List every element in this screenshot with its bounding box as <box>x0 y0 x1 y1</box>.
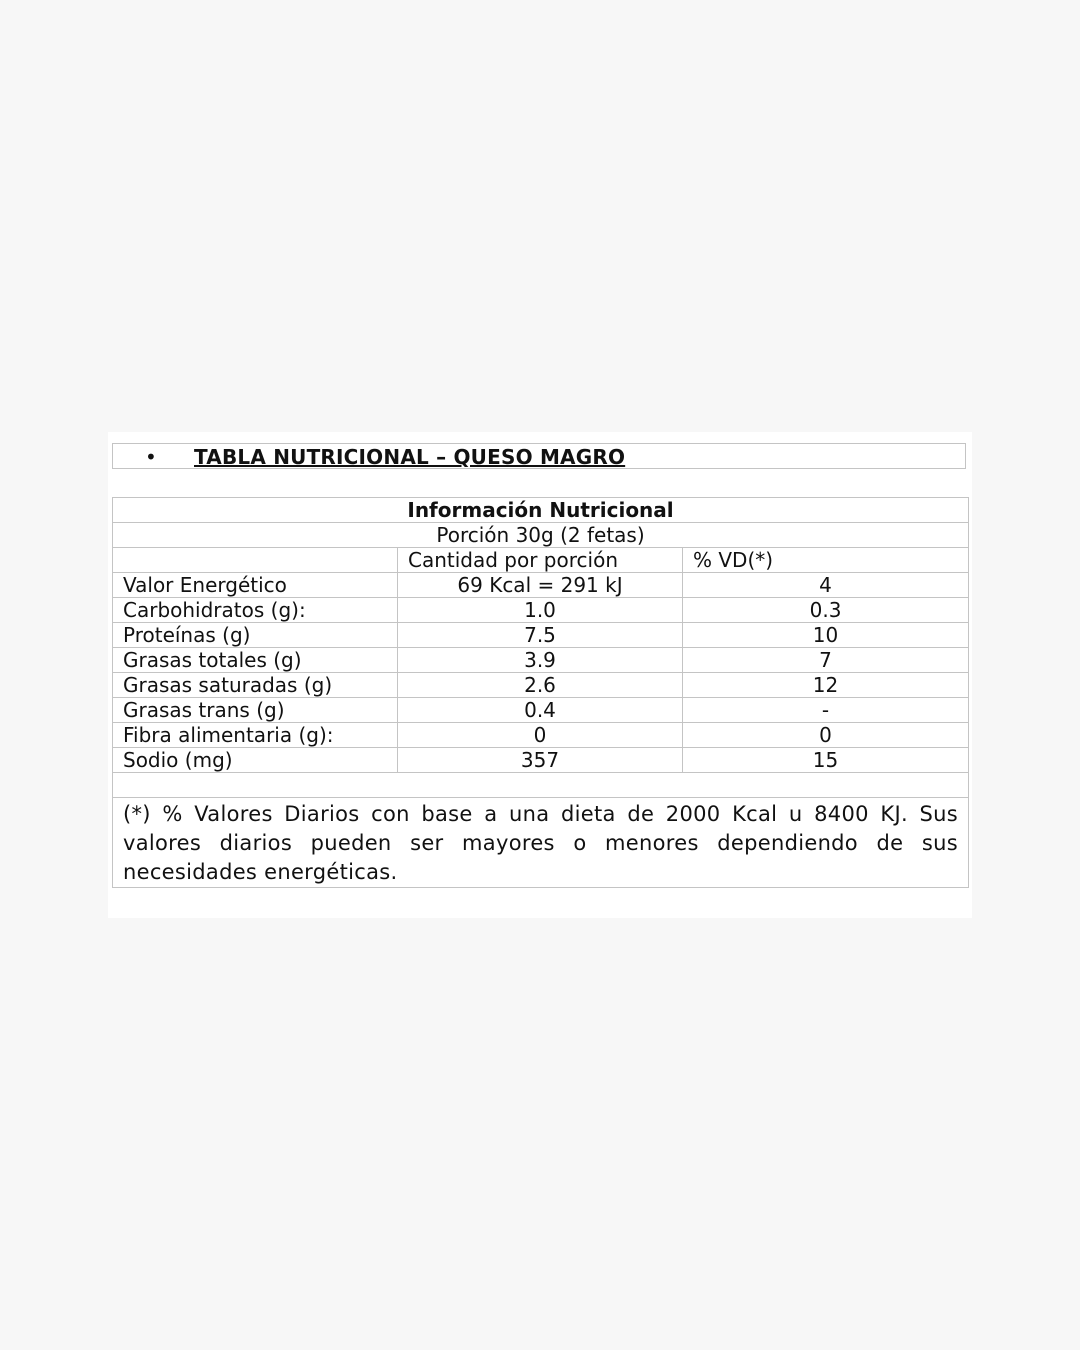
header-empty-cell <box>113 548 398 573</box>
bullet-icon: • <box>145 445 157 469</box>
heading-box <box>112 443 966 469</box>
nutrient-vd: 0 <box>683 723 969 748</box>
nutrient-vd: 10 <box>683 623 969 648</box>
nutrient-vd: 15 <box>683 748 969 773</box>
nutrient-name: Grasas totales (g) <box>113 648 398 673</box>
nutrient-name: Grasas trans (g) <box>113 698 398 723</box>
nutrient-name: Carbohidratos (g): <box>113 598 398 623</box>
nutrient-name: Valor Energético <box>113 573 398 598</box>
table-row <box>113 698 969 723</box>
nutrient-amount: 2.6 <box>398 673 683 698</box>
nutrient-name: Grasas saturadas (g) <box>113 673 398 698</box>
nutrient-name: Proteínas (g) <box>113 623 398 648</box>
page-title: TABLA NUTRICIONAL – QUESO MAGRO <box>194 445 626 469</box>
footnote-row <box>113 798 969 888</box>
spacer-row <box>113 773 969 798</box>
table-row <box>113 673 969 698</box>
nutrient-amount: 1.0 <box>398 598 683 623</box>
spacer-cell <box>113 773 969 798</box>
nutrient-vd: 7 <box>683 648 969 673</box>
nutrient-vd: 4 <box>683 573 969 598</box>
table-title: Información Nutricional <box>113 498 969 523</box>
nutrition-table <box>112 497 969 888</box>
nutrient-amount: 7.5 <box>398 623 683 648</box>
portion-label: Porción 30g (2 fetas) <box>113 523 969 548</box>
table-title-row <box>113 498 969 523</box>
header-amount: Cantidad por porción <box>398 548 683 573</box>
nutrition-sheet <box>108 432 972 918</box>
nutrient-amount: 0 <box>398 723 683 748</box>
table-row <box>113 598 969 623</box>
table-row <box>113 648 969 673</box>
header-vd: % VD(*) <box>683 548 969 573</box>
nutrient-amount: 3.9 <box>398 648 683 673</box>
nutrient-vd: 0.3 <box>683 598 969 623</box>
nutrient-vd: - <box>683 698 969 723</box>
nutrient-amount: 0.4 <box>398 698 683 723</box>
nutrient-name: Sodio (mg) <box>113 748 398 773</box>
table-row <box>113 623 969 648</box>
nutrient-vd: 12 <box>683 673 969 698</box>
footnote: (*) % Valores Diarios con base a una dieta de 2000 Kcal u 8400 KJ. Sus valores diarios pueden ser mayores o menores dependiendo de sus necesidades energéticas. <box>113 798 969 888</box>
table-row <box>113 723 969 748</box>
table-row <box>113 573 969 598</box>
table-row <box>113 748 969 773</box>
portion-row <box>113 523 969 548</box>
nutrient-name: Fibra alimentaria (g): <box>113 723 398 748</box>
nutrient-amount: 69 Kcal = 291 kJ <box>398 573 683 598</box>
nutrient-amount: 357 <box>398 748 683 773</box>
column-header-row <box>113 548 969 573</box>
